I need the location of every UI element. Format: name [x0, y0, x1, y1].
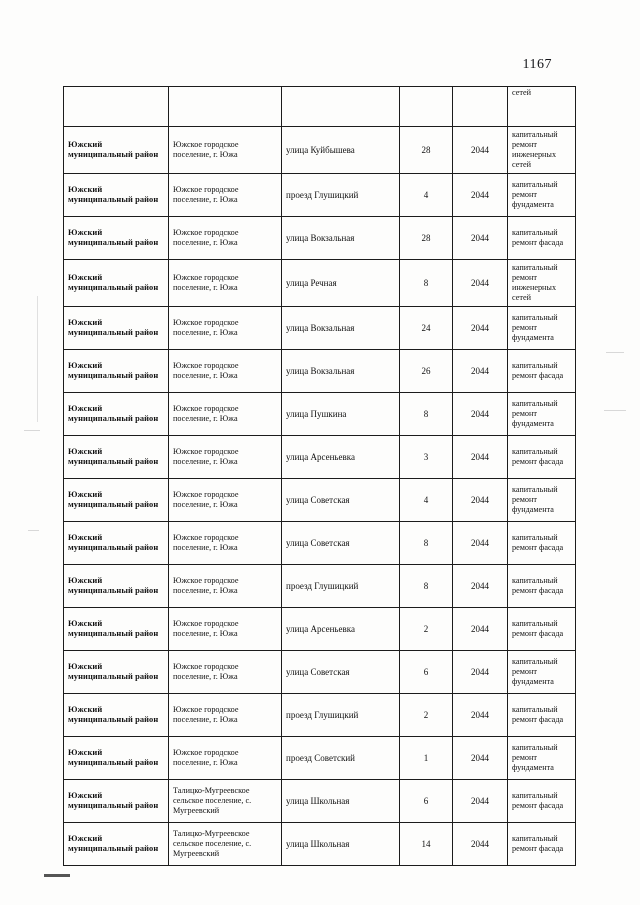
cell-settlement: Южское городское поселение, г. Южа: [169, 651, 282, 694]
table-row: [64, 694, 576, 737]
table-row: [64, 393, 576, 436]
cell-house: 8: [400, 522, 453, 565]
table-row: [64, 260, 576, 307]
cell-year: 2044: [453, 217, 508, 260]
table-row: [64, 217, 576, 260]
cell-year: 2044: [453, 479, 508, 522]
cell-district: Южский муниципальный район: [64, 565, 169, 608]
table-row: [64, 307, 576, 350]
cell-work: капитальный ремонт инженерных сетей: [508, 260, 576, 307]
cell-house: 26: [400, 350, 453, 393]
cell-street: [282, 87, 400, 127]
table-row: [64, 737, 576, 780]
cell-street: улица Речная: [282, 260, 400, 307]
table-row: [64, 522, 576, 565]
table-row: [64, 127, 576, 174]
cell-settlement: Южское городское поселение, г. Южа: [169, 393, 282, 436]
cell-district: Южский муниципальный район: [64, 307, 169, 350]
cell-year: [453, 87, 508, 127]
cell-district: Южский муниципальный район: [64, 217, 169, 260]
table-row: [64, 780, 576, 823]
cell-street: улица Арсеньевка: [282, 608, 400, 651]
cell-year: 2044: [453, 608, 508, 651]
cell-year: 2044: [453, 307, 508, 350]
cell-work: капитальный ремонт фундамента: [508, 393, 576, 436]
cell-work: капитальный ремонт фасада: [508, 350, 576, 393]
table-row: [64, 608, 576, 651]
cell-house: 28: [400, 217, 453, 260]
cell-year: 2044: [453, 565, 508, 608]
table-row: [64, 823, 576, 866]
cell-year: 2044: [453, 174, 508, 217]
cell-house: 8: [400, 260, 453, 307]
cell-work: капитальный ремонт фундамента: [508, 307, 576, 350]
cell-work: капитальный ремонт инженерных сетей: [508, 127, 576, 174]
cell-settlement: Южское городское поселение, г. Южа: [169, 127, 282, 174]
cell-district: Южский муниципальный район: [64, 737, 169, 780]
scan-artifact: [37, 296, 38, 422]
cell-house: 4: [400, 479, 453, 522]
cell-street: улица Вокзальная: [282, 217, 400, 260]
cell-year: 2044: [453, 780, 508, 823]
cell-settlement: Южское городское поселение, г. Южа: [169, 307, 282, 350]
cell-house: 8: [400, 565, 453, 608]
cell-district: Южский муниципальный район: [64, 174, 169, 217]
cell-street: улица Школьная: [282, 823, 400, 866]
cell-work: капитальный ремонт фасада: [508, 522, 576, 565]
cell-street: улица Пушкина: [282, 393, 400, 436]
cell-street: улица Арсеньевка: [282, 436, 400, 479]
cell-house: 1: [400, 737, 453, 780]
cell-district: Южский муниципальный район: [64, 436, 169, 479]
cell-work: капитальный ремонт фундамента: [508, 479, 576, 522]
cell-work: сетей: [508, 87, 576, 127]
cell-house: 8: [400, 393, 453, 436]
scan-artifact: [604, 410, 626, 411]
cell-settlement: Южское городское поселение, г. Южа: [169, 350, 282, 393]
cell-work: капитальный ремонт фундамента: [508, 737, 576, 780]
table-row: [64, 350, 576, 393]
table-row: [64, 174, 576, 217]
cell-settlement: Южское городское поселение, г. Южа: [169, 565, 282, 608]
cell-street: проезд Глушицкий: [282, 565, 400, 608]
cell-street: улица Вокзальная: [282, 307, 400, 350]
table-body: [64, 87, 576, 866]
cell-settlement: Южское городское поселение, г. Южа: [169, 694, 282, 737]
table-row: [64, 479, 576, 522]
cell-house: 24: [400, 307, 453, 350]
cell-house: 6: [400, 651, 453, 694]
cell-district: Южский муниципальный район: [64, 393, 169, 436]
cell-house: 6: [400, 780, 453, 823]
cell-year: 2044: [453, 737, 508, 780]
scan-artifact: [44, 874, 70, 877]
cell-work: капитальный ремонт фасада: [508, 823, 576, 866]
cell-work: капитальный ремонт фасада: [508, 217, 576, 260]
cell-district: [64, 87, 169, 127]
cell-settlement: Южское городское поселение, г. Южа: [169, 737, 282, 780]
cell-work: капитальный ремонт фасада: [508, 608, 576, 651]
cell-year: 2044: [453, 694, 508, 737]
cell-street: улица Школьная: [282, 780, 400, 823]
cell-street: улица Вокзальная: [282, 350, 400, 393]
cell-house: 2: [400, 694, 453, 737]
cell-district: Южский муниципальный район: [64, 350, 169, 393]
scan-artifact: [24, 430, 40, 431]
cell-house: [400, 87, 453, 127]
cell-street: улица Советская: [282, 522, 400, 565]
cell-district: Южский муниципальный район: [64, 651, 169, 694]
cell-year: 2044: [453, 393, 508, 436]
cell-street: проезд Глушицкий: [282, 174, 400, 217]
cell-street: проезд Глушицкий: [282, 694, 400, 737]
cell-settlement: Южское городское поселение, г. Южа: [169, 174, 282, 217]
cell-year: 2044: [453, 823, 508, 866]
cell-district: Южский муниципальный район: [64, 694, 169, 737]
cell-house: 28: [400, 127, 453, 174]
cell-year: 2044: [453, 127, 508, 174]
repair-program-table: [63, 86, 576, 866]
table-row-header-remnant: [64, 87, 576, 127]
cell-street: улица Куйбышева: [282, 127, 400, 174]
cell-work: капитальный ремонт фасада: [508, 694, 576, 737]
cell-settlement: Южское городское поселение, г. Южа: [169, 436, 282, 479]
scan-artifact: [606, 352, 624, 353]
cell-work: капитальный ремонт фундамента: [508, 174, 576, 217]
cell-settlement: Южское городское поселение, г. Южа: [169, 479, 282, 522]
cell-year: 2044: [453, 436, 508, 479]
page-number: 1167: [522, 57, 552, 72]
cell-settlement: Южское городское поселение, г. Южа: [169, 522, 282, 565]
cell-district: Южский муниципальный район: [64, 260, 169, 307]
table-row: [64, 565, 576, 608]
cell-house: 2: [400, 608, 453, 651]
cell-district: Южский муниципальный район: [64, 522, 169, 565]
cell-street: улица Советская: [282, 651, 400, 694]
cell-house: 3: [400, 436, 453, 479]
cell-settlement: Южское городское поселение, г. Южа: [169, 608, 282, 651]
cell-house: 14: [400, 823, 453, 866]
table-row: [64, 436, 576, 479]
cell-street: проезд Советский: [282, 737, 400, 780]
cell-district: Южский муниципальный район: [64, 608, 169, 651]
cell-settlement: Южское городское поселение, г. Южа: [169, 260, 282, 307]
cell-year: 2044: [453, 260, 508, 307]
cell-work: капитальный ремонт фасада: [508, 436, 576, 479]
cell-year: 2044: [453, 350, 508, 393]
scan-artifact: [28, 530, 39, 531]
cell-district: Южский муниципальный район: [64, 780, 169, 823]
cell-settlement: Талицко-Мугреевское сельское поселение, с. Мугреевский: [169, 823, 282, 866]
cell-settlement: Талицко-Мугреевское сельское поселение, с. Мугреевский: [169, 780, 282, 823]
cell-settlement: [169, 87, 282, 127]
cell-work: капитальный ремонт фасада: [508, 780, 576, 823]
cell-settlement: Южское городское поселение, г. Южа: [169, 217, 282, 260]
cell-district: Южский муниципальный район: [64, 823, 169, 866]
table-row: [64, 651, 576, 694]
cell-house: 4: [400, 174, 453, 217]
cell-work: капитальный ремонт фундамента: [508, 651, 576, 694]
cell-year: 2044: [453, 522, 508, 565]
cell-year: 2044: [453, 651, 508, 694]
cell-district: Южский муниципальный район: [64, 479, 169, 522]
cell-district: Южский муниципальный район: [64, 127, 169, 174]
cell-street: улица Советская: [282, 479, 400, 522]
cell-work: капитальный ремонт фасада: [508, 565, 576, 608]
